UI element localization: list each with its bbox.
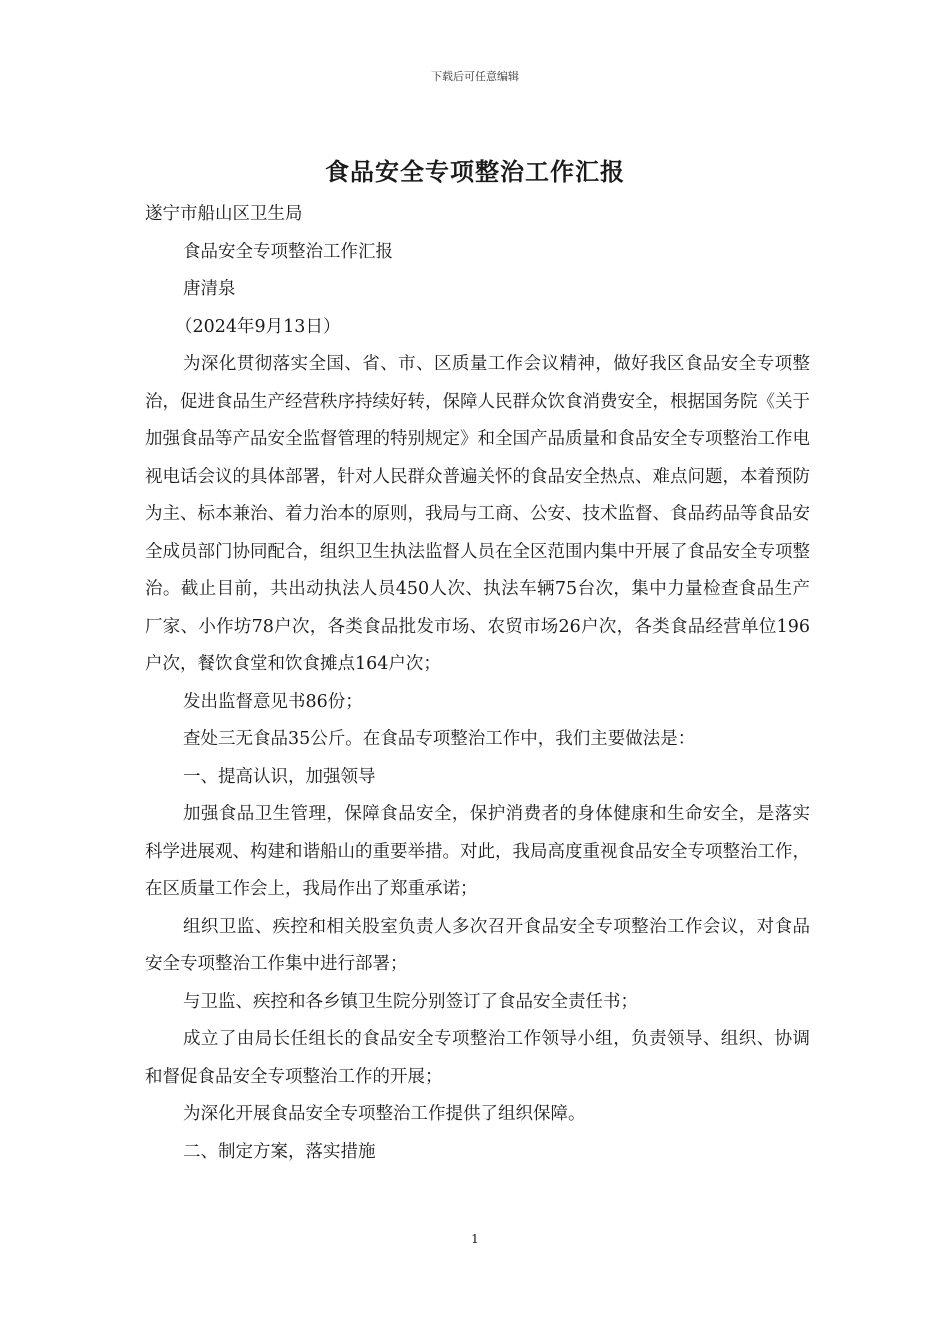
body-paragraph: 查处三无食品35公斤。在食品专项整治工作中，我们主要做法是：: [183, 729, 696, 749]
header-note: 下载后可任意编辑: [431, 70, 519, 83]
document-body: [145, 196, 810, 1171]
date-line: （2024年9月13日）: [175, 316, 341, 337]
body-paragraph: 为深化开展食品安全专项整治工作提供了组织保障。: [183, 1104, 586, 1124]
author-line: 唐清泉: [183, 279, 236, 299]
body-paragraph: 成立了由局长任组长的食品安全专项整治工作领导小组，负责领导、组织、协调和督促食品安全专项整治工作的开展；: [145, 1029, 810, 1087]
body-paragraph: 加强食品卫生管理，保障食品安全，保护消费者的身体健康和生命安全，是落实科学进展观、构建和谐船山的重要举措。对此，我局高度重视食品安全专项整治工作，在区质量工作会上，我局作出了郑重承诺；: [145, 804, 810, 899]
body-paragraph: 为深化贯彻落实全国、省、市、区质量工作会议精神，做好我区食品安全专项整治，促进食品生产经营秩序持续好转，保障人民群众饮食消费安全，根据国务院《关于加强食品等产品安全监督管理的特别规定》和全国产品质量和食品安全专项整治工作电视电话会议的具体部署，针对人民群众普遍关怀的食品安全热点、难点问题，本着预防为主、标本兼治、着力治本的原则，我局与工商、公安、技术监督、食品药品等食品安全成员部门协同配合，组织卫生执法监督人员在全区范围内集中开展了食品安全专项整治。截止目前，共出动执法人员450人次、执法车辆75台次，集中力量检查食品生产厂家、小作坊78户次，各类食品批发市场、农贸市场26户次，各类食品经营单位196户次，餐饮食堂和饮食摊点164户次；: [145, 354, 810, 674]
organization-line: 遂宁市船山区卫生局: [145, 204, 303, 224]
body-paragraph: 与卫监、疾控和各乡镇卫生院分别签订了食品安全责任书；: [183, 991, 638, 1012]
section-heading: 二、制定方案，落实措施: [183, 1141, 376, 1162]
page-number: 1: [471, 1232, 479, 1246]
subtitle-line: 食品安全专项整治工作汇报: [183, 241, 393, 262]
document-title: 食品安全专项整治工作汇报: [325, 157, 625, 186]
body-paragraph: 组织卫监、疾控和相关股室负责人多次召开食品安全专项整治工作会议，对食品安全专项整治工作集中进行部署；: [145, 916, 810, 974]
body-paragraph: 发出监督意见书86份；: [183, 691, 363, 712]
section-heading: 一、提高认识，加强领导: [183, 766, 376, 787]
